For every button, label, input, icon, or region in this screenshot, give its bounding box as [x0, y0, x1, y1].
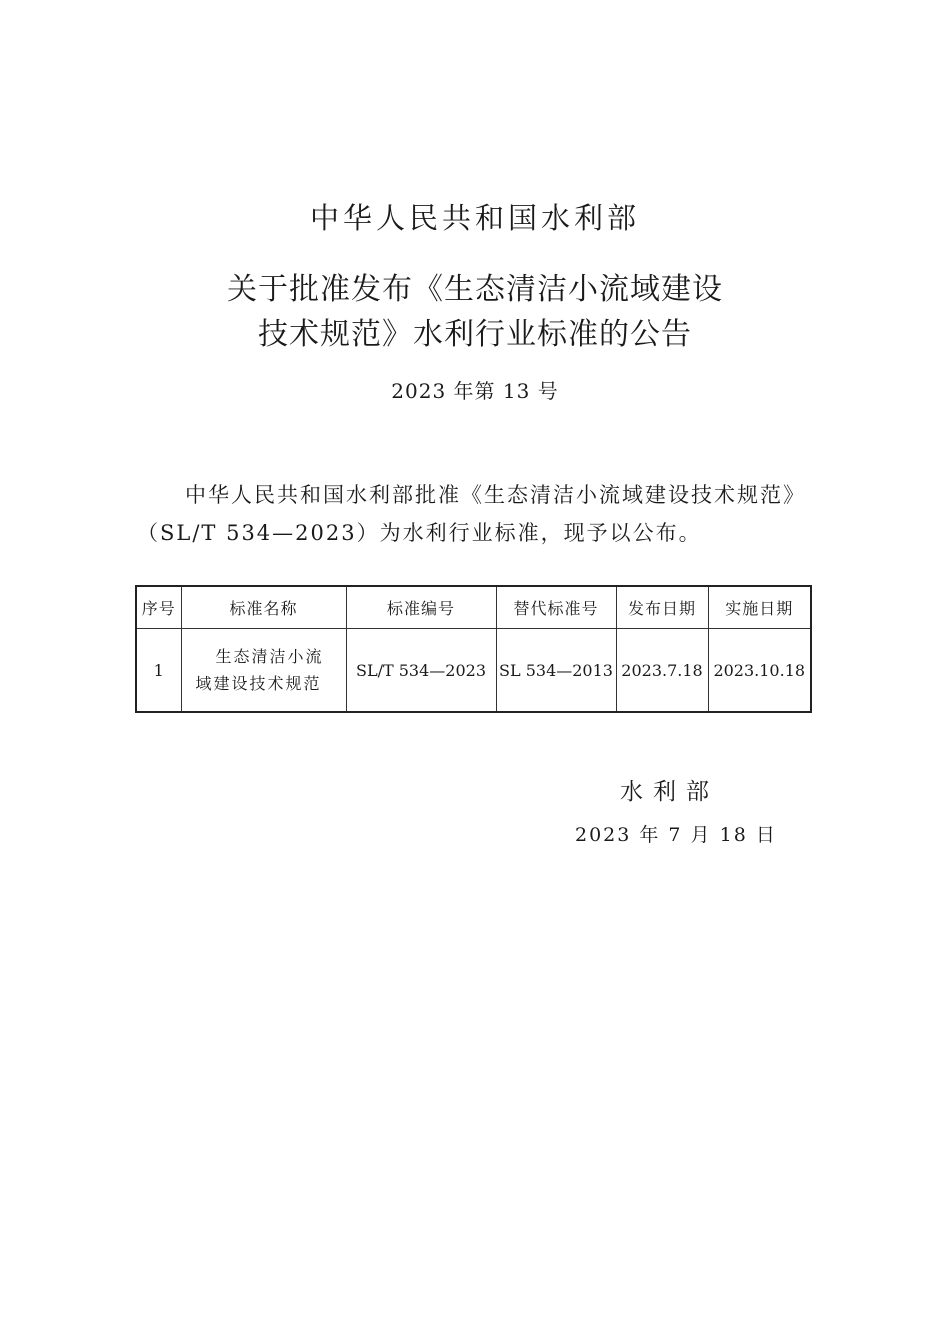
cell-index: 1 [136, 629, 181, 713]
cell-publish-date: 2023.7.18 [616, 629, 708, 713]
announcement-body: 中华人民共和国水利部批准《生态清洁小流域建设技术规范》（SL/T 534—2023）为水利行业标准，现予以公布。 [137, 483, 806, 545]
col-header-effective: 实施日期 [708, 586, 811, 629]
table-row [136, 629, 811, 713]
document-number: 2023 年第 13 号 [391, 379, 559, 403]
col-header-name: 标准名称 [181, 586, 346, 629]
cell-replaced-code: SL 534—2013 [496, 629, 616, 713]
issuer-heading: 中华人民共和国水利部 [309, 201, 640, 235]
announcement-title-line-2: 技术规范》水利行业标准的公告 [258, 317, 692, 352]
cell-effective-date: 2023.10.18 [708, 629, 811, 713]
standards-table [135, 585, 812, 713]
cell-standard-name [181, 629, 346, 713]
table-header-row [136, 586, 811, 629]
col-header-published: 发布日期 [616, 586, 708, 629]
signature-organization: 水利部 [620, 779, 719, 805]
signature-date: 2023 年 7 月 18 日 [575, 824, 777, 846]
standard-name-line-2: 域建设技术规范 [195, 674, 322, 693]
announcement-title-line-1: 关于批准发布《生态清洁小流域建设 [227, 272, 723, 307]
col-header-replaces: 替代标准号 [496, 586, 616, 629]
cell-standard-code: SL/T 534—2023 [346, 629, 496, 713]
col-header-index: 序号 [136, 586, 181, 629]
standard-name-line-1: 生态清洁小流 [215, 647, 324, 666]
col-header-code: 标准编号 [346, 586, 496, 629]
